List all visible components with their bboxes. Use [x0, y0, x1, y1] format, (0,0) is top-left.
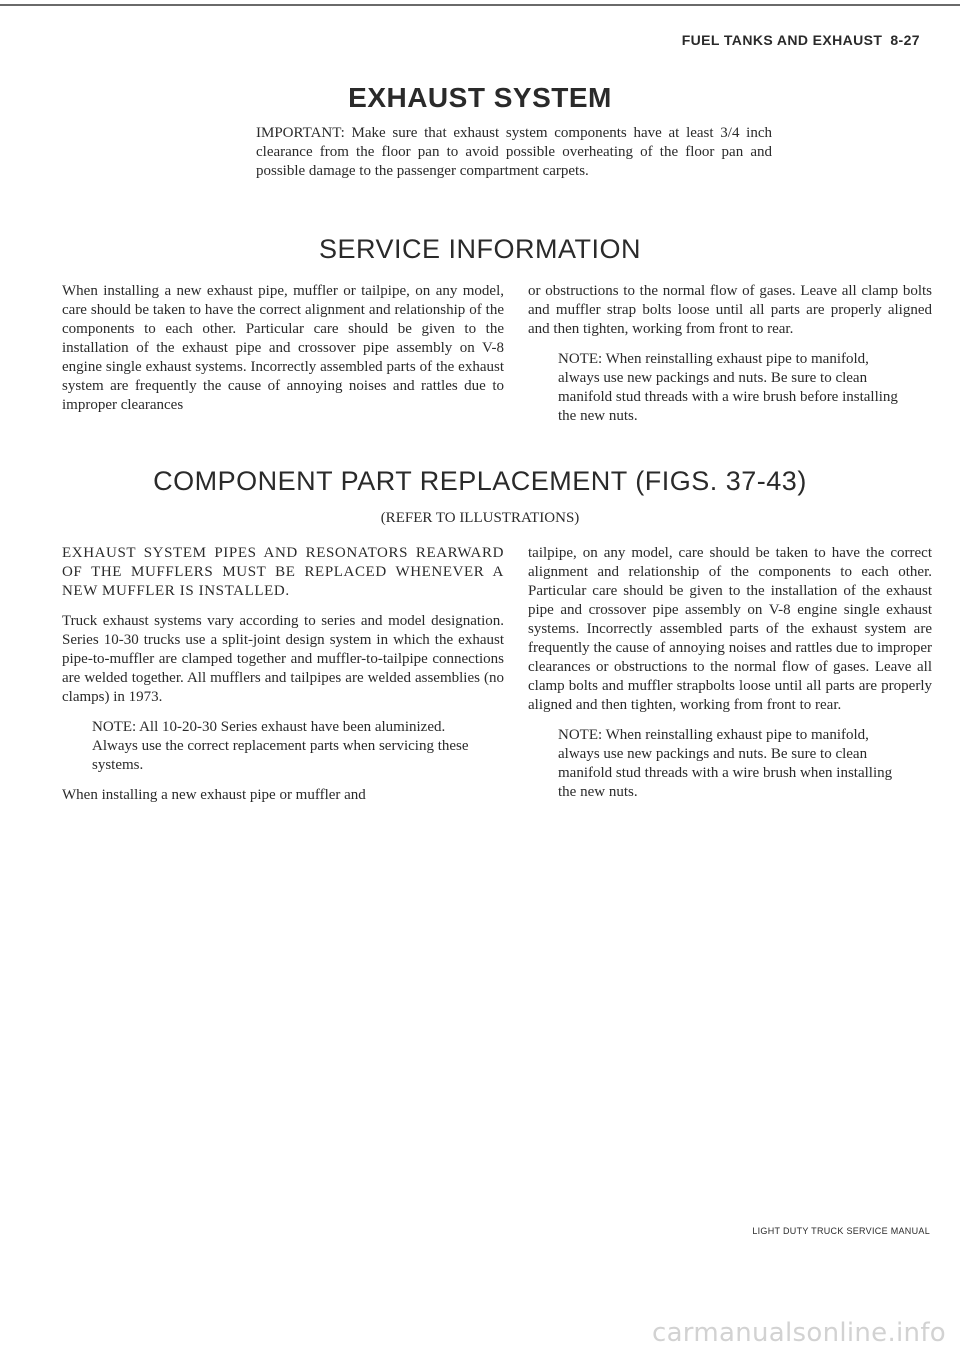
service-information-title: SERVICE INFORMATION [318, 234, 642, 264]
service-info-left-column [62, 282, 504, 426]
reinstall-note: NOTE: When reinstalling exhaust pipe to manifold, always use new packings and nuts. Be sure to clean manifold stud threads with a wire brush when installing the new nuts. [558, 727, 893, 800]
component-right-column [528, 544, 932, 813]
manual-footer: LIGHT DUTY TRUCK SERVICE MANUAL [752, 1226, 930, 1236]
service-info-right-column [528, 282, 932, 437]
important-notice: IMPORTANT: Make sure that exhaust system components have at least 3/4 inch clearance from the floor pan to avoid possible overheating of the floor pan and possible damage to the passenger compartment carpets. [256, 125, 772, 179]
running-header [682, 32, 920, 48]
component-left-column [62, 544, 504, 816]
top-rule [0, 4, 960, 6]
service-info-paragraph: When installing a new exhaust pipe, muffler or tailpipe, on any model, care should be taken to have the correct alignment and relationship of the components to each other. Particular care should be given to the installation of the exhaust pipe and crossover pipe assembly on V-8 engine single exhaust systems. Incorrectly assembled parts of the exhaust system are frequently the cause of annoying noises and rattles due to improper clearances [62, 283, 504, 413]
component-replacement-subtitle: (REFER TO ILLUSTRATIONS) [380, 510, 580, 526]
aluminized-note: NOTE: All 10-20-30 Series exhaust have been aluminized. Always use the correct replacement parts when servicing these systems. [92, 719, 469, 773]
truck-exhaust-paragraph: Truck exhaust systems vary according to series and model designation. Series 10-30 trucks use a split-joint design system in which the exhaust pipe-to-muffler are clamped together and muffler-to-tailpipe connections are welded together. All mufflers and tailpipes are welded assemblies (no clamps) in 1973. [62, 613, 504, 705]
header-section-title: FUEL TANKS AND EXHAUST [681, 32, 883, 48]
replacement-warning: EXHAUST SYSTEM PIPES AND RESONATORS REARWARD OF THE MUFFLERS MUST BE REPLACED WHENEVER A NEW MUFFLER IS INSTALLED. [62, 545, 504, 599]
component-replacement-title: COMPONENT PART REPLACEMENT (FIGS. 37-43) [153, 466, 807, 496]
watermark: carmanualsonline.info [651, 1318, 946, 1348]
exhaust-system-title: EXHAUST SYSTEM [348, 82, 612, 113]
service-info-paragraph-continued: or obstructions to the normal flow of gases. Leave all clamp bolts and muffler strap bolts loose until all parts are properly aligned and then tighten, working from front to rear. [528, 283, 932, 337]
service-info-note: NOTE: When reinstalling exhaust pipe to manifold, always use new packings and nuts. Be sure to clean manifold stud threads with a wire brush before installing the new nuts. [558, 351, 898, 424]
installing-paragraph-continued: tailpipe, on any model, care should be taken to have the correct alignment and relationship of the components to each other. Particular care should be given to the installation of the exhaust pipe and crossover pipe assembly on V-8 engine single exhaust systems. Incorrectly assembled parts of the exhaust system are frequently the cause of annoying noises and rattles due to improper clearances or obstructions to the normal flow of gases. Leave all clamp bolts and muffler strapbolts loose until all parts are properly aligned and then tighten, working from front to rear. [528, 545, 932, 713]
page-number: 8-27 [890, 32, 920, 48]
installing-paragraph-start: When installing a new exhaust pipe or muffler and [62, 787, 366, 803]
